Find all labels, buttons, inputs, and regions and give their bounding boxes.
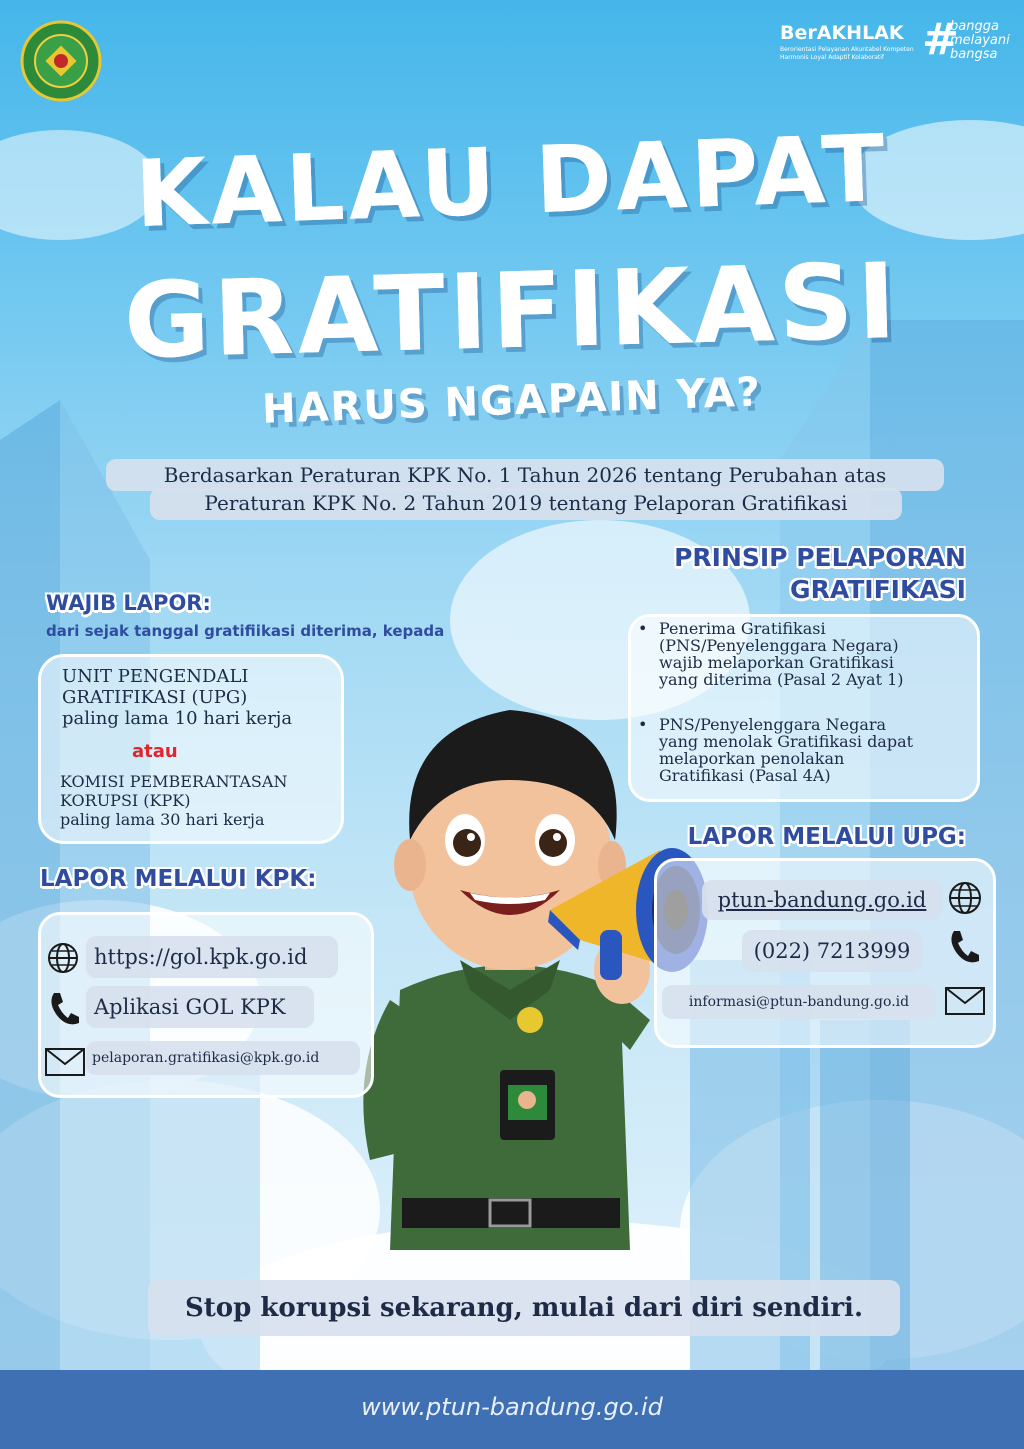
kpk-deadline: paling lama 30 hari kerja xyxy=(60,810,265,829)
upg-phone-number[interactable]: (022) 7213999 xyxy=(742,930,922,972)
footer-website-link[interactable]: www.ptun-bandung.go.id xyxy=(361,1393,663,1421)
phone-icon xyxy=(946,928,980,968)
prinsip-item-1 xyxy=(638,620,904,688)
hashtag-icon: # xyxy=(922,14,959,65)
berakhlak-tagline-line: Berorientasi Pelayanan Akuntabel Kompeten xyxy=(780,46,914,53)
upg-name-line: GRATIFIKASI (UPG) xyxy=(62,687,248,708)
upg-email-link[interactable]: informasi@ptun-bandung.go.id xyxy=(662,985,936,1019)
title-line-2: GRATIFIKASI xyxy=(122,239,902,383)
kpk-email-link[interactable]: pelaporan.gratifikasi@kpk.go.id xyxy=(86,1041,360,1075)
kpk-name-line: KORUPSI (KPK) xyxy=(60,791,191,810)
prinsip-heading-line: PRINSIP PELAPORAN xyxy=(674,543,966,572)
wajib-lapor-heading: WAJIB LAPOR: xyxy=(46,591,211,615)
prinsip-heading-line: GRATIFIKASI xyxy=(790,575,966,604)
hashtag-line: bangsa xyxy=(950,47,998,62)
kpk-app-name: Aplikasi GOL KPK xyxy=(86,986,314,1028)
prinsip-text: Penerima Gratifikasi xyxy=(659,619,826,638)
slogan: Stop korupsi sekarang, mulai dari diri sendiri. xyxy=(148,1280,900,1336)
prinsip-text: yang diterima (Pasal 2 Ayat 1) xyxy=(659,670,904,689)
prinsip-text: PNS/Penyelenggara Negara xyxy=(659,715,887,734)
footer-bar xyxy=(0,1370,1024,1449)
court-emblem-logo xyxy=(20,20,102,102)
phone-icon xyxy=(46,990,80,1028)
berakhlak-tagline-line: Harmonis Loyal Adaptif Kolaboratif xyxy=(780,54,885,61)
envelope-icon xyxy=(944,986,986,1016)
bullet-icon: • xyxy=(638,715,648,734)
upg-target xyxy=(62,666,292,729)
lapor-upg-heading: LAPOR MELALUI UPG: xyxy=(687,824,966,850)
hashtag-line: bangga xyxy=(950,19,999,34)
prinsip-text: yang menolak Gratifikasi dapat xyxy=(659,732,914,751)
prinsip-text: Gratifikasi (Pasal 4A) xyxy=(659,766,831,785)
kpk-name-line: KOMISI PEMBERANTASAN xyxy=(60,772,288,791)
berakhlak-brand: BerAKHLAK xyxy=(780,22,904,44)
upg-name-line: UNIT PENGENDALI xyxy=(62,666,249,687)
berakhlak-tagline xyxy=(780,46,914,62)
regulation-basis-line-1: Berdasarkan Peraturan KPK No. 1 Tahun 2026 tentang Perubahan atas xyxy=(106,459,944,491)
kpk-target xyxy=(60,772,287,829)
title-line-1: KALAU DAPAT xyxy=(133,114,891,249)
prinsip-heading xyxy=(660,542,966,606)
prinsip-text: (PNS/Penyelenggara Negara) xyxy=(659,636,899,655)
officer-megaphone-illustration xyxy=(330,690,690,1380)
title-line-3: HARUS NGAPAIN YA? xyxy=(261,369,763,433)
envelope-icon xyxy=(44,1047,86,1077)
upg-deadline: paling lama 10 hari kerja xyxy=(62,708,293,729)
or-label: atau xyxy=(132,741,178,762)
upg-website-link[interactable]: ptun-bandung.go.id xyxy=(702,880,942,920)
prinsip-text: wajib melaporkan Gratifikasi xyxy=(659,653,894,672)
prinsip-text: melaporkan penolakan xyxy=(659,749,845,768)
globe-icon xyxy=(947,880,983,916)
regulation-basis-line-2: Peraturan KPK No. 2 Tahun 2019 tentang Pelaporan Gratifikasi xyxy=(150,488,902,520)
lapor-kpk-heading: LAPOR MELALUI KPK: xyxy=(40,866,317,892)
wajib-lapor-subheading: dari sejak tanggal gratifiikasi diterima, kepada xyxy=(46,622,445,640)
hashtag-line: melayani xyxy=(950,33,1010,48)
kpk-website-link[interactable]: https://gol.kpk.go.id xyxy=(86,936,338,978)
globe-icon xyxy=(46,941,80,975)
bangga-melayani-bangsa xyxy=(950,20,1010,62)
bullet-icon: • xyxy=(638,619,648,638)
